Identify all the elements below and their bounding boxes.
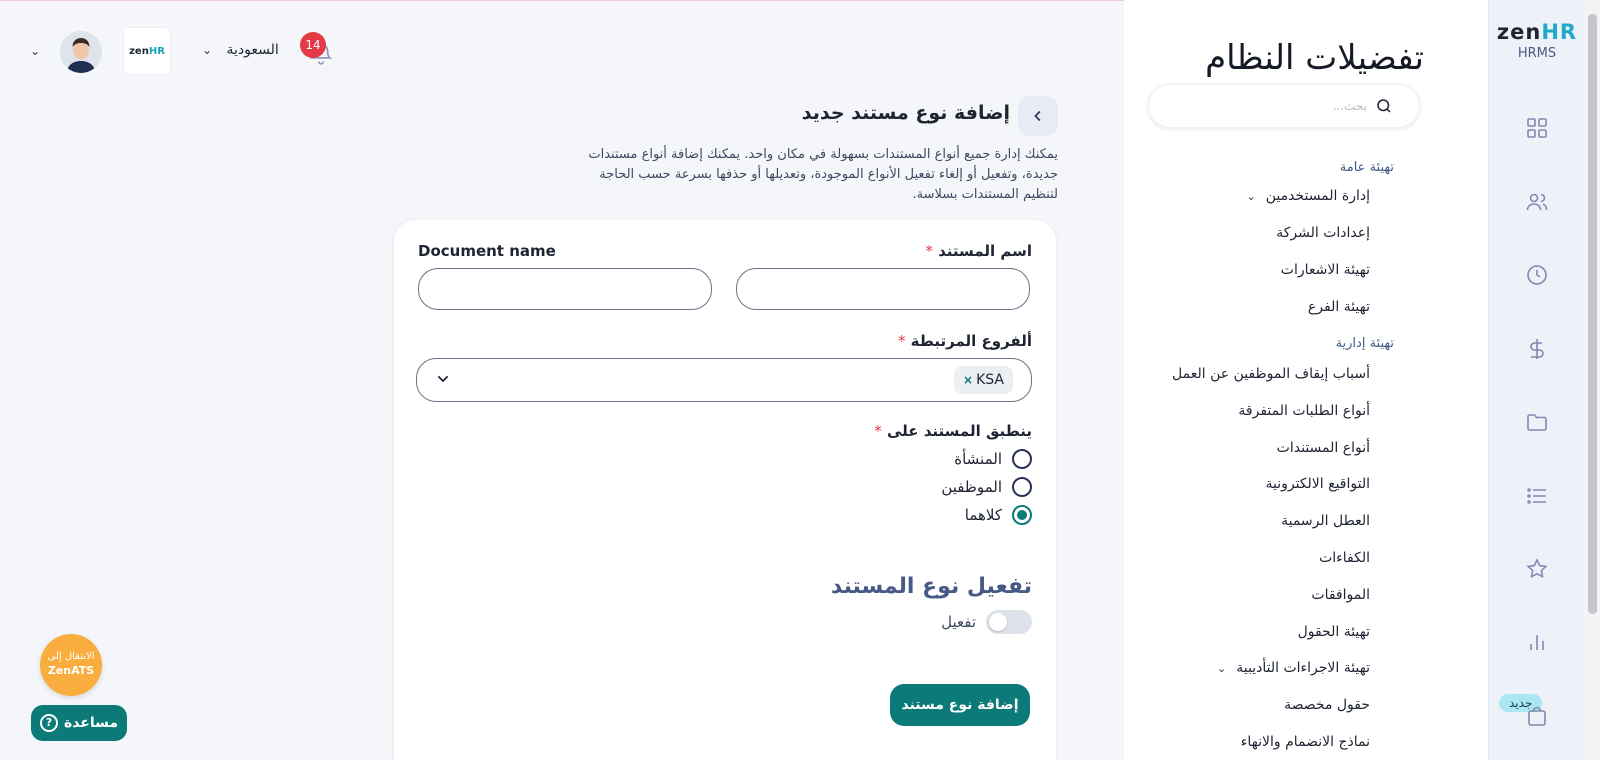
page-description: يمكنك إدارة جميع أنواع المستندات بسهولة في مكان واحد. يمكنك إضافة أنواع مستندات جديدة، وتفعيل أو إلغاء تفعيل الأنواع الموجودة، وتعديلها أو حذفها بسرعة حسب الحاجة لتنظيم المستندات بسلاسة. bbox=[588, 147, 1058, 202]
add-document-type-button[interactable]: إضافة نوع مستند bbox=[890, 684, 1030, 726]
star-icon[interactable] bbox=[1525, 557, 1549, 581]
doc-name-en-input[interactable] bbox=[418, 268, 712, 310]
radio-label: الموظفين bbox=[941, 478, 1002, 496]
search-icon bbox=[1375, 97, 1393, 115]
doc-name-ar-input[interactable] bbox=[736, 268, 1030, 310]
branches-label bbox=[896, 332, 1032, 350]
remove-chip-icon[interactable]: × bbox=[963, 373, 974, 387]
activation-heading: تفعيل نوع المستند bbox=[830, 574, 1032, 599]
header-toolbar bbox=[24, 28, 354, 76]
avatar[interactable] bbox=[60, 31, 102, 73]
bar-chart-icon[interactable] bbox=[1525, 630, 1549, 654]
help-button[interactable] bbox=[31, 705, 127, 741]
company-logo-accent: HR bbox=[148, 45, 165, 57]
dashboard-grid-icon[interactable] bbox=[1525, 116, 1549, 140]
brand-product-label: HRMS bbox=[1517, 46, 1557, 61]
folder-icon[interactable] bbox=[1525, 410, 1549, 434]
settings-item-label: إدارة المستخدمين bbox=[1265, 188, 1370, 204]
required-mark: * bbox=[897, 332, 906, 350]
radio-label: كلاهما bbox=[964, 506, 1002, 524]
settings-item-document-types[interactable]: أنواع المستندات bbox=[1276, 440, 1370, 456]
branch-chip-label: KSA bbox=[976, 372, 1004, 388]
zenats-line2: ZenATS bbox=[47, 664, 95, 677]
branch-chip[interactable] bbox=[954, 366, 1013, 394]
radio-button[interactable] bbox=[1012, 477, 1032, 497]
settings-item-competencies[interactable]: الكفاءات bbox=[1319, 550, 1370, 566]
page-title: إضافة نوع مستند جديد bbox=[801, 102, 1010, 124]
required-mark: * bbox=[925, 242, 933, 260]
branches-multiselect[interactable] bbox=[416, 358, 1032, 402]
company-logo[interactable] bbox=[124, 28, 170, 74]
applies-to-label bbox=[872, 422, 1032, 440]
settings-item-label: تهيئة الاجراءات التأديبية bbox=[1236, 660, 1370, 676]
settings-item-notifications[interactable]: تهيئة الاشعارات bbox=[1280, 262, 1370, 278]
country-label: السعودية bbox=[226, 42, 279, 58]
brand-logo-accent: HR bbox=[1541, 20, 1578, 44]
section-heading-general: تهيئة عامة bbox=[1339, 160, 1394, 175]
chevron-down-icon[interactable]: ⌄ bbox=[202, 43, 213, 57]
page-scrollbar[interactable] bbox=[1584, 0, 1600, 760]
users-icon[interactable] bbox=[1525, 190, 1549, 214]
help-label: مساعدة bbox=[63, 715, 119, 731]
activation-toggle[interactable] bbox=[986, 610, 1032, 634]
settings-item-user-management[interactable] bbox=[1246, 188, 1370, 204]
zenats-line1: الانتقال إلى bbox=[47, 651, 95, 662]
chevron-down-icon[interactable]: ⌄ bbox=[1217, 662, 1227, 675]
settings-item-misc-request-types[interactable]: أنواع الطلبات المتفرقة bbox=[1238, 403, 1370, 419]
user-avatar-icon bbox=[60, 31, 102, 73]
list-icon[interactable] bbox=[1525, 484, 1549, 508]
chevron-down-icon[interactable] bbox=[435, 371, 451, 387]
dollar-icon[interactable] bbox=[1525, 337, 1549, 361]
radio-button[interactable] bbox=[1012, 449, 1032, 469]
zenats-switch-button[interactable] bbox=[40, 634, 102, 696]
radio-option-employees[interactable] bbox=[941, 476, 1032, 498]
settings-item-branch-setup[interactable]: تهيئة الفرع bbox=[1307, 299, 1370, 315]
required-mark: * bbox=[874, 422, 882, 440]
settings-panel bbox=[1124, 0, 1488, 760]
activation-toggle-row[interactable] bbox=[941, 610, 1032, 634]
activation-toggle-label: تفعيل bbox=[941, 613, 976, 631]
chevron-left-icon bbox=[1029, 107, 1047, 125]
radio-button-selected[interactable] bbox=[1012, 505, 1032, 525]
settings-item-disciplinary-actions[interactable] bbox=[1217, 660, 1370, 676]
document-type-form bbox=[394, 220, 1056, 760]
clock-icon[interactable] bbox=[1525, 263, 1549, 287]
chevron-down-icon[interactable]: ⌄ bbox=[1246, 190, 1256, 203]
doc-name-en-label: Document name bbox=[418, 242, 556, 260]
country-selector[interactable] bbox=[202, 42, 279, 58]
settings-search-input[interactable] bbox=[1177, 95, 1367, 117]
icon-rail bbox=[1488, 0, 1584, 760]
back-button[interactable] bbox=[1018, 96, 1058, 136]
doc-name-ar-label-text: اسم المستند bbox=[938, 242, 1032, 260]
settings-item-public-holidays[interactable]: العطل الرسمية bbox=[1281, 513, 1370, 529]
settings-item-custom-fields[interactable]: حقول مخصصة bbox=[1284, 697, 1370, 713]
settings-item-fields-setup[interactable]: تهيئة الحقول bbox=[1297, 624, 1370, 640]
brand-logo-main: zen bbox=[1496, 20, 1542, 44]
company-logo-main: zen bbox=[129, 45, 149, 57]
user-menu-chevron-icon[interactable]: ⌄ bbox=[30, 44, 41, 58]
brand-logo[interactable] bbox=[1489, 20, 1585, 61]
section-heading-administrative: تهيئة إدارية bbox=[1335, 336, 1394, 351]
settings-title: تفضيلات النظام bbox=[1205, 38, 1424, 78]
notification-count-badge: 14 bbox=[300, 32, 326, 58]
applies-to-label-text: ينطبق المستند على bbox=[886, 422, 1032, 440]
radio-option-both[interactable] bbox=[965, 504, 1032, 526]
settings-item-approvals[interactable]: الموافقات bbox=[1311, 587, 1370, 603]
settings-item-e-signatures[interactable]: التواقيع الالكترونية bbox=[1265, 476, 1370, 492]
settings-item-suspension-reasons[interactable]: أسباب إيقاف الموظفين عن العمل bbox=[1172, 366, 1370, 382]
branches-label-text: ألفروع المرتبطة bbox=[910, 332, 1032, 350]
settings-search[interactable] bbox=[1148, 84, 1420, 128]
radio-option-establishment[interactable] bbox=[954, 448, 1032, 470]
shopping-bag-icon[interactable] bbox=[1525, 704, 1549, 728]
help-question-icon: ? bbox=[40, 714, 58, 732]
new-badge: جديد bbox=[1499, 694, 1542, 712]
doc-name-ar-label bbox=[923, 242, 1032, 260]
radio-label: المنشأة bbox=[954, 450, 1002, 468]
scrollbar-thumb[interactable] bbox=[1588, 14, 1597, 614]
settings-item-company-settings[interactable]: إعدادات الشركة bbox=[1276, 225, 1370, 241]
settings-item-onboarding-forms[interactable]: نماذج الانضمام والانهاء bbox=[1240, 734, 1370, 750]
